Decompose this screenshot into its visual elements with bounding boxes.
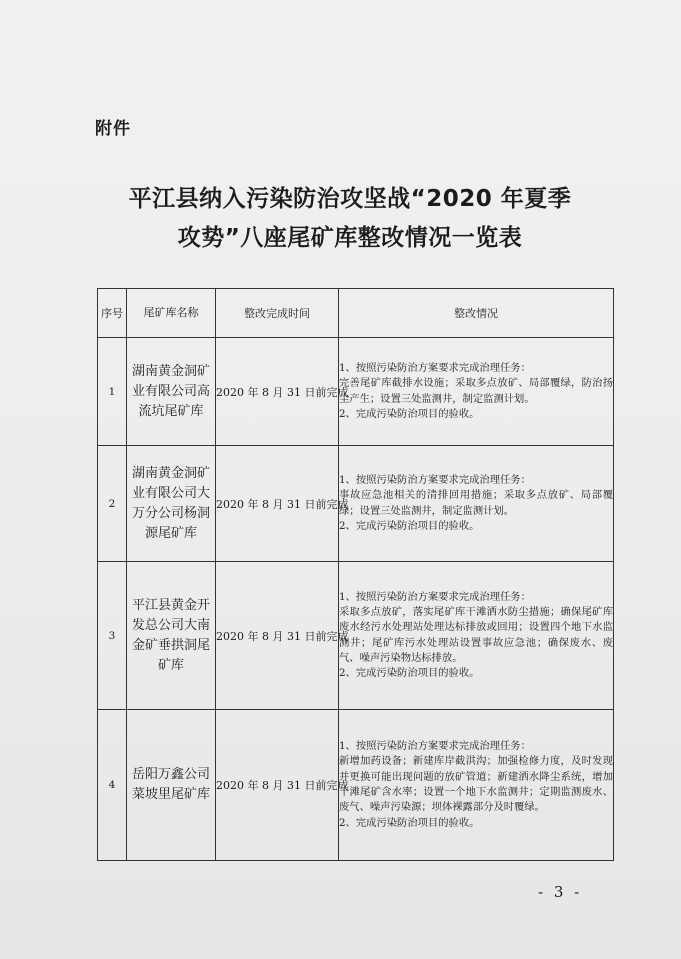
row-desc	[339, 710, 614, 861]
desc-line: 1、按照污染防治方案要求完成治理任务：	[339, 361, 531, 374]
page-number: - 3 -	[538, 883, 583, 901]
row-no: 1	[98, 338, 127, 446]
table-row	[98, 446, 614, 562]
desc-line: 新增加药设备；新建库岸截洪沟；加强检修力度，及时发现并更换可能出现问题的放矿管道；新建洒水降尘系统，增加干滩尾矿含水率；设置一个地下水监测井；定期监测废水、废气、噪声污染源；坝体裸露部分及时覆绿。	[339, 755, 613, 814]
desc-line: 2、完成污染防治项目的验收。	[339, 667, 480, 680]
row-desc	[339, 446, 614, 562]
row-desc	[339, 338, 614, 446]
desc-line: 采取多点放矿，落实尾矿库干滩洒水防尘措施；确保尾矿库废水经污水处理站处理达标排放或回用；设置四个地下水监测井；尾矿库污水处理站设置事故应急池；确保废水、废气、噪声污染物达标排放。	[339, 605, 613, 664]
row-name: 湖南黄金洞矿业有限公司高流坑尾矿库	[127, 338, 216, 446]
row-time: 2020 年 8 月 31 日前完成	[216, 338, 339, 446]
document-title-line-1: 平江县纳入污染防治攻坚战“2020 年夏季	[128, 186, 572, 212]
row-name: 平江县黄金开发总公司大南金矿垂拱洞尾矿库	[127, 562, 216, 710]
desc-line: 事故应急池相关的清排回用措施；采取多点放矿、局部覆绿；设置三处监测井，制定监测计划。	[339, 489, 613, 517]
desc-line: 2、完成污染防治项目的验收。	[339, 407, 480, 420]
header-desc: 整改情况	[339, 289, 614, 338]
header-name: 尾矿库名称	[127, 289, 216, 338]
desc-line: 1、按照污染防治方案要求完成治理任务：	[339, 590, 531, 603]
row-name: 湖南黄金洞矿业有限公司大万分公司杨洞源尾矿库	[127, 446, 216, 562]
table-row	[98, 562, 614, 710]
tailings-rectification-table	[97, 288, 614, 861]
table-row	[98, 710, 614, 861]
row-time: 2020 年 8 月 31 日前完成	[216, 562, 339, 710]
row-no: 3	[98, 562, 127, 710]
attachment-label: 附件	[95, 119, 131, 139]
row-time: 2020 年 8 月 31 日前完成	[216, 710, 339, 861]
desc-line: 完善尾矿库截排水设施；采取多点放矿、局部覆绿，防治扬尘产生；设置三处监测井，制定监测计划。	[339, 377, 613, 405]
header-time: 整改完成时间	[216, 289, 339, 338]
document-title-line-2: 攻势”八座尾矿库整改情况一览表	[177, 225, 523, 251]
row-desc	[339, 562, 614, 710]
row-no: 2	[98, 446, 127, 562]
desc-line: 1、按照污染防治方案要求完成治理任务：	[339, 740, 531, 753]
desc-line: 2、完成污染防治项目的验收。	[339, 519, 480, 532]
table-header-row	[98, 289, 614, 338]
row-name: 岳阳万鑫公司菜坡里尾矿库	[127, 710, 216, 861]
table-row	[98, 338, 614, 446]
desc-line: 1、按照污染防治方案要求完成治理任务：	[339, 473, 531, 486]
desc-line: 2、完成污染防治项目的验收。	[339, 816, 480, 829]
header-no: 序号	[98, 289, 127, 338]
row-time: 2020 年 8 月 31 日前完成	[216, 446, 339, 562]
row-no: 4	[98, 710, 127, 861]
